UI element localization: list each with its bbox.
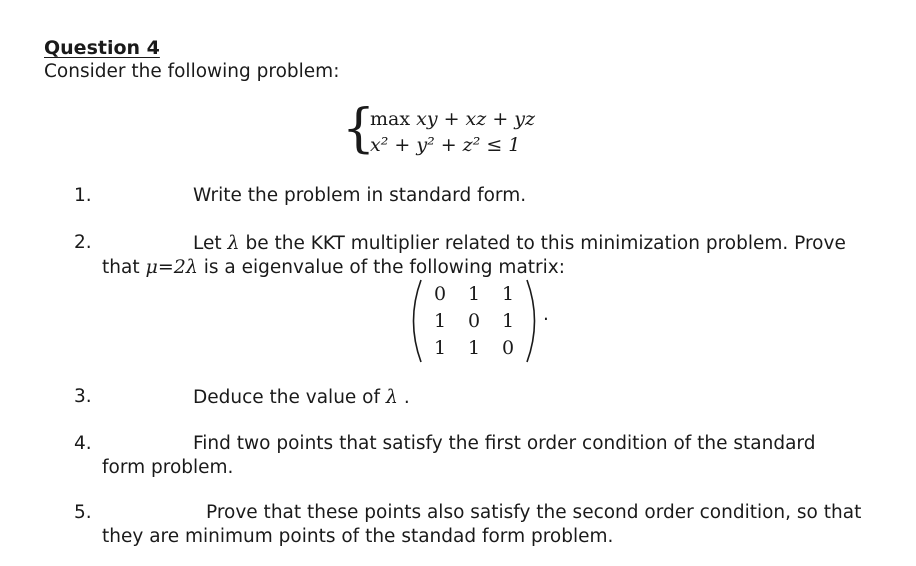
objective-expression: xy + xz + yz	[416, 108, 536, 130]
item-2-line1	[193, 232, 846, 255]
matrix-cell: 0	[467, 310, 481, 332]
problem-constraint: x² + y² + z² ≤ 1	[370, 134, 521, 156]
matrix-cell: 1	[433, 310, 447, 332]
matrix-cell: 1	[467, 283, 481, 305]
question-title: Question 4	[44, 37, 160, 59]
item-3-period: .	[403, 387, 410, 408]
objective-max: max	[370, 108, 411, 130]
item-3-number: 3.	[74, 386, 92, 407]
lambda-symbol: λ	[385, 386, 398, 408]
item-5-line2: they are minimum points of the standad form problem.	[102, 526, 614, 547]
left-paren	[414, 280, 422, 362]
item-2-that: that	[102, 257, 140, 278]
item-4-number: 4.	[74, 433, 92, 454]
item-4-line2: form problem.	[102, 457, 234, 478]
item-3-text: Deduce the value of	[193, 387, 381, 408]
item-5-number: 5.	[74, 502, 92, 523]
matrix-cell: 1	[467, 337, 481, 359]
mu-equation: μ=2λ	[145, 256, 198, 278]
item-3-line	[193, 386, 410, 409]
item-5-line1: Prove that these points also satisfy the second order condition, so that	[206, 502, 862, 523]
item-2-line2	[102, 256, 565, 279]
matrix-trailing-period: .	[543, 304, 549, 325]
item-2-eigen-text: is a eigenvalue of the following matrix:	[203, 257, 565, 278]
question-intro: Consider the following problem:	[44, 61, 340, 82]
matrix-cell: 1	[501, 283, 515, 305]
right-paren	[527, 280, 535, 362]
matrix	[405, 278, 555, 364]
problem-brace: {	[342, 99, 376, 159]
item-1-number: 1.	[74, 185, 92, 206]
lambda-symbol: λ	[227, 232, 240, 254]
item-2-text: be the KKT multiplier related to this minimization problem. Prove	[245, 233, 846, 254]
matrix-cell: 1	[433, 337, 447, 359]
item-1-text: Write the problem in standard form.	[193, 185, 527, 206]
matrix-cell: 0	[501, 337, 515, 359]
item-4-line1: Find two points that satisfy the first order condition of the standard	[193, 433, 816, 454]
item-2-let: Let	[193, 233, 222, 254]
problem-objective	[370, 108, 535, 130]
matrix-cell: 1	[501, 310, 515, 332]
matrix-entries	[429, 278, 519, 364]
item-2-number: 2.	[74, 232, 92, 253]
matrix-cell: 0	[433, 283, 447, 305]
